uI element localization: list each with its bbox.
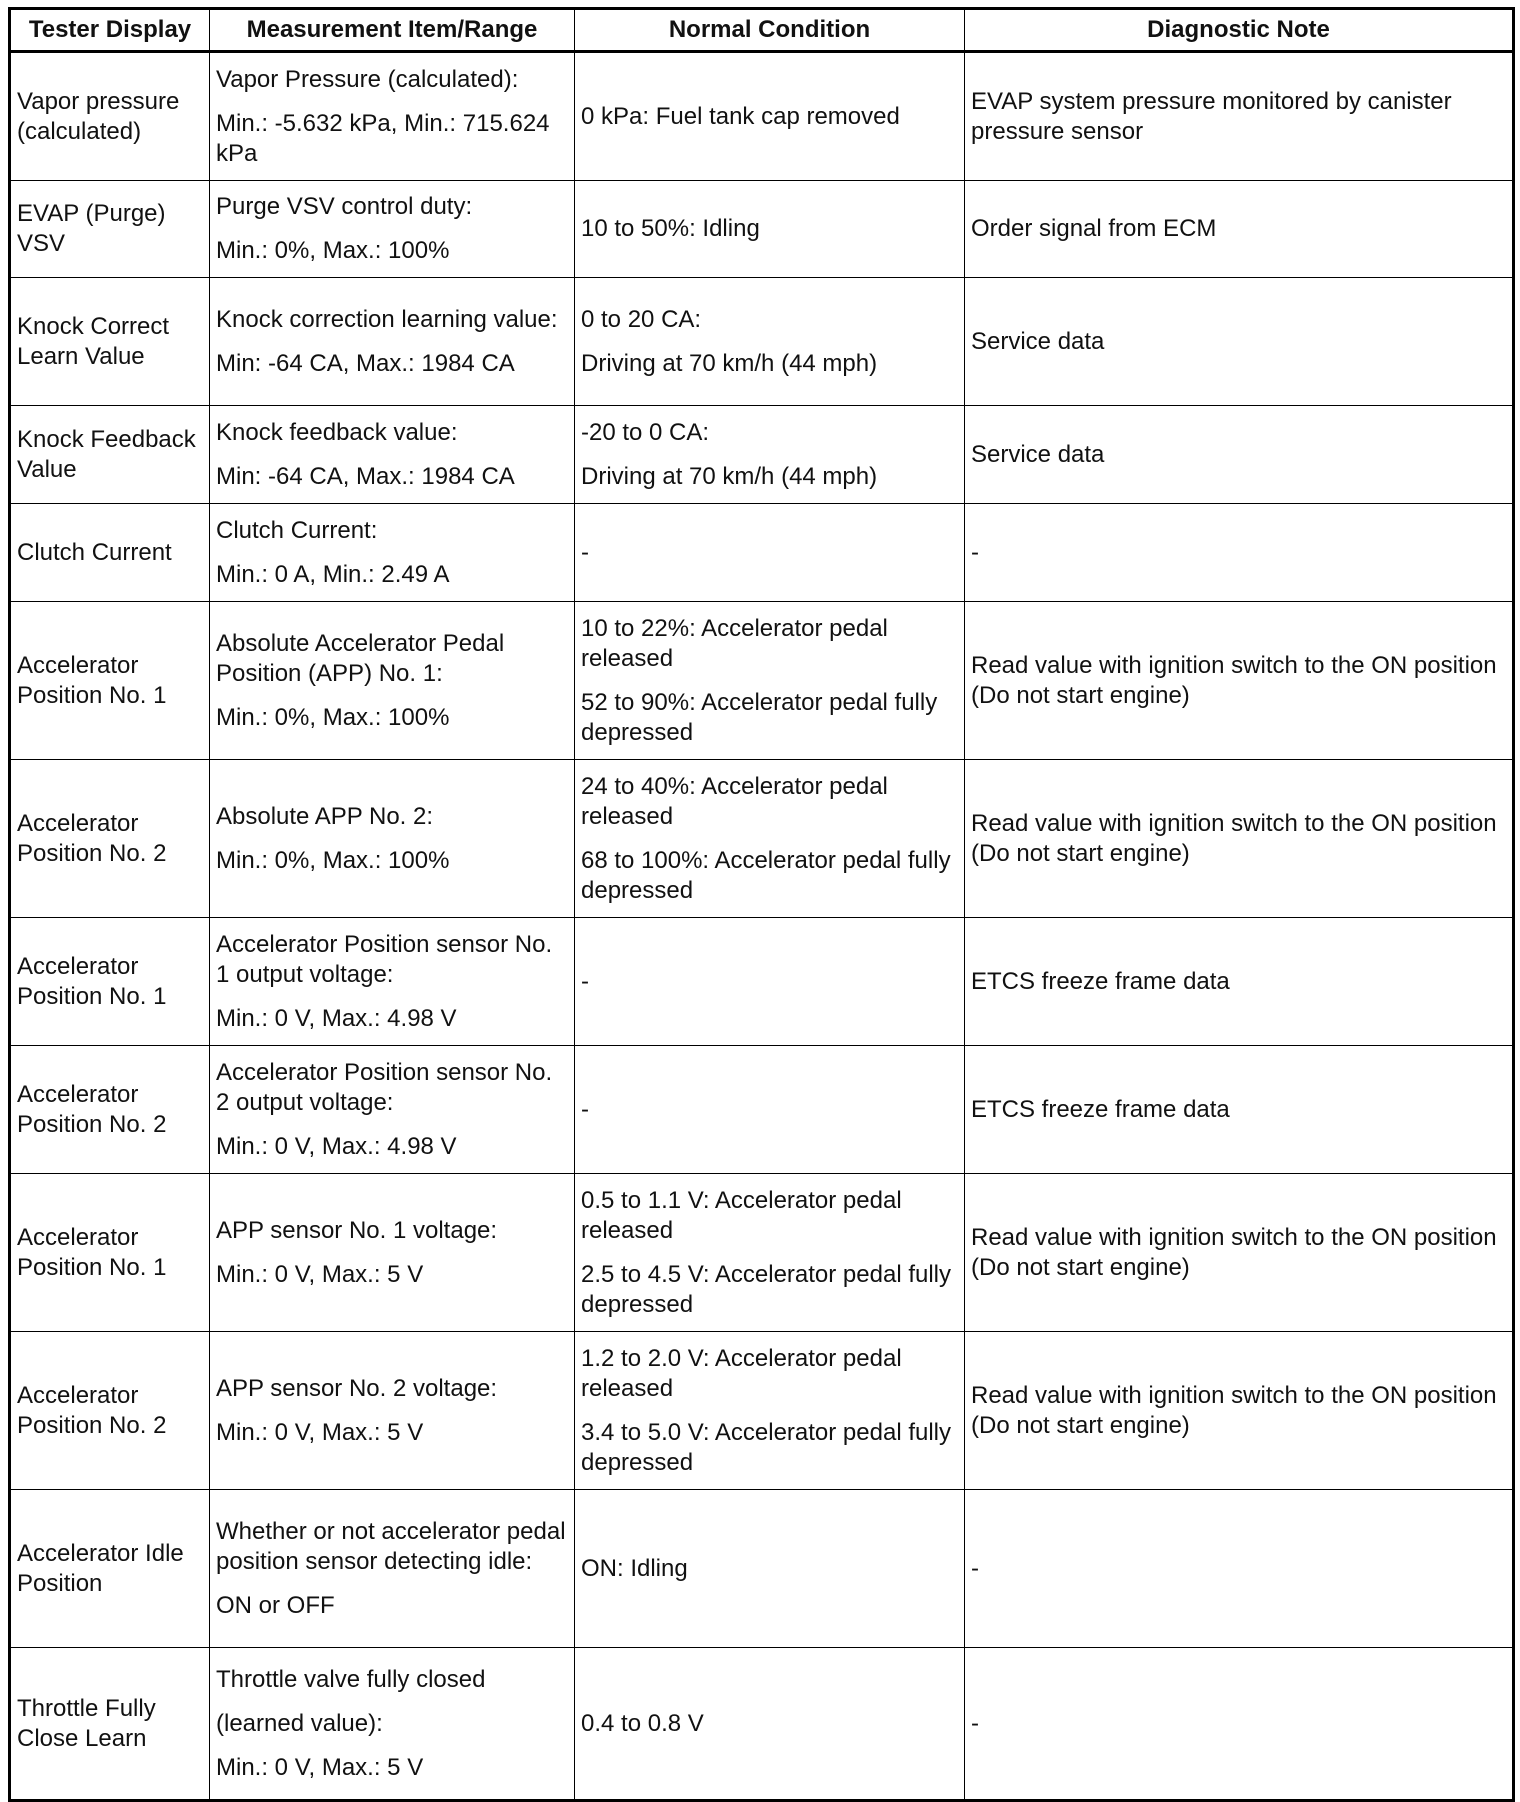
- diagnostic-note-cell-text: ETCS freeze frame data: [971, 967, 1230, 995]
- measurement-cell: [210, 918, 575, 1046]
- normal-condition-cell: [575, 760, 965, 918]
- tester-display-cell: [10, 1490, 210, 1648]
- measurement-cell: [210, 504, 575, 602]
- measurement-cell-text: Purge VSV control duty:: [216, 193, 473, 220]
- measurement-cell-text: Accelerator Position sensor No. 1 output voltage:: [216, 930, 553, 988]
- tester-display-cell-text: Knock Correct Learn Value: [17, 312, 170, 370]
- table-row: [10, 1046, 1514, 1174]
- table-row: [10, 278, 1514, 406]
- diagnostic-note-cell-text: Order signal from ECM: [971, 215, 1217, 242]
- normal-condition-cell-text: 2.5 to 4.5 V: Accelerator pedal fully depressed: [581, 1260, 951, 1318]
- normal-condition-cell: [575, 1332, 965, 1490]
- diagnostic-note-cell-text: -: [971, 1554, 979, 1582]
- measurement-cell: [210, 760, 575, 918]
- diagnostic-note-cell-text: Read value with ignition switch to the ON position (Do not start engine): [971, 1381, 1497, 1439]
- tester-display-cell: [10, 1648, 210, 1801]
- diagnostic-note-cell-text: EVAP system pressure monitored by canister pressure sensor: [971, 87, 1452, 145]
- diagnostic-note-cell-text: Read value with ignition switch to the ON position (Do not start engine): [971, 651, 1497, 709]
- measurement-cell: [210, 1648, 575, 1801]
- normal-condition-cell-text: 0.4 to 0.8 V: [581, 1709, 704, 1737]
- normal-condition-cell-text: ON: Idling: [581, 1554, 688, 1582]
- table-row: [10, 504, 1514, 602]
- normal-condition-cell-text: 0.5 to 1.1 V: Accelerator pedal released: [581, 1186, 902, 1244]
- measurement-cell-text: Vapor Pressure (calculated):: [216, 65, 519, 93]
- tester-display-cell-text: Vapor pressure (calculated): [17, 87, 180, 145]
- measurement-cell: [210, 406, 575, 504]
- measurement-cell: [210, 1046, 575, 1174]
- measurement-cell-text: Clutch Current:: [216, 516, 378, 544]
- normal-condition-cell-text: 10 to 50%: Idling: [581, 215, 760, 242]
- measurement-cell: [210, 1174, 575, 1332]
- diagnostic-note-cell: [965, 760, 1514, 918]
- measurement-cell: [210, 602, 575, 760]
- normal-condition-cell: [575, 278, 965, 406]
- tester-display-cell-text: Knock Feedback Value: [17, 425, 196, 483]
- tester-display-cell: [10, 1174, 210, 1332]
- measurement-cell-text: Min.: 0 V, Max.: 5 V: [216, 1260, 424, 1288]
- measurement-cell-text: Min.: 0%, Max.: 100%: [216, 237, 450, 264]
- diagnostic-note-cell: [965, 504, 1514, 602]
- normal-condition-cell-text: 52 to 90%: Accelerator pedal fully depressed: [581, 688, 938, 746]
- normal-condition-cell-text: Driving at 70 km/h (44 mph): [581, 462, 878, 490]
- header-measurement: Measurement Item/Range: [210, 9, 575, 52]
- diagnostic-note-cell-text: ETCS freeze frame data: [971, 1095, 1230, 1123]
- normal-condition-cell-text: 1.2 to 2.0 V: Accelerator pedal released: [581, 1344, 902, 1402]
- normal-condition-cell: [575, 1648, 965, 1801]
- tester-display-cell-text: Accelerator Position No. 1: [17, 1223, 167, 1281]
- tester-display-cell: [10, 602, 210, 760]
- measurement-cell-text: Min.: 0%, Max.: 100%: [216, 703, 450, 731]
- measurement-cell-text: APP sensor No. 1 voltage:: [216, 1216, 498, 1244]
- measurement-cell-text: Whether or not accelerator pedal position sensor detecting idle:: [216, 1517, 566, 1575]
- table-row: [10, 1490, 1514, 1648]
- tester-display-cell-text: Accelerator Position No. 2: [17, 809, 167, 867]
- measurement-cell-text: Absolute Accelerator Pedal Position (APP) No. 1:: [216, 629, 505, 687]
- measurement-cell-text: Min.: 0 V, Max.: 4.98 V: [216, 1132, 457, 1160]
- tester-display-cell-text: Accelerator Position No. 2: [17, 1381, 167, 1439]
- tester-display-cell: [10, 1046, 210, 1174]
- measurement-cell-text: Min: -64 CA, Max.: 1984 CA: [216, 349, 515, 377]
- diagnostic-note-cell: [965, 602, 1514, 760]
- table-row: [10, 1174, 1514, 1332]
- table-body: [10, 52, 1514, 1801]
- diagnostic-note-cell: [965, 1490, 1514, 1648]
- measurement-cell-text: Min.: 0 A, Min.: 2.49 A: [216, 560, 450, 588]
- tester-display-cell: [10, 1332, 210, 1490]
- normal-condition-cell-text: 3.4 to 5.0 V: Accelerator pedal fully depressed: [581, 1418, 951, 1476]
- tester-display-cell: [10, 278, 210, 406]
- diagnostic-note-cell-text: Read value with ignition switch to the ON position (Do not start engine): [971, 809, 1497, 867]
- normal-condition-cell-text: 0 to 20 CA:: [581, 305, 702, 333]
- data-table: [8, 7, 1515, 1802]
- normal-condition-cell-text: -: [581, 1095, 589, 1123]
- tester-display-cell-text: Clutch Current: [17, 538, 172, 566]
- measurement-cell: [210, 181, 575, 278]
- normal-condition-cell: [575, 1174, 965, 1332]
- tester-display-cell: [10, 504, 210, 602]
- measurement-cell-text: Min.: 0 V, Max.: 4.98 V: [216, 1004, 457, 1032]
- diagnostic-note-cell-text: Service data: [971, 327, 1105, 355]
- table-row: [10, 52, 1514, 181]
- measurement-cell: [210, 1332, 575, 1490]
- diagnostic-note-cell: [965, 406, 1514, 504]
- tester-display-cell-text: EVAP (Purge) VSV: [17, 200, 166, 257]
- normal-condition-cell: [575, 1046, 965, 1174]
- normal-condition-cell: [575, 918, 965, 1046]
- measurement-cell: [210, 52, 575, 181]
- measurement-cell-text: APP sensor No. 2 voltage:: [216, 1374, 498, 1402]
- diagnostic-note-cell: [965, 52, 1514, 181]
- header-row: [10, 9, 1514, 52]
- tester-display-cell-text: Throttle Fully Close Learn: [17, 1694, 156, 1752]
- normal-condition-cell-text: 10 to 22%: Accelerator pedal released: [581, 614, 888, 672]
- measurement-cell-text: Throttle valve fully closed: [216, 1665, 486, 1693]
- diagnostic-note-cell-text: Service data: [971, 440, 1105, 468]
- table-row: [10, 918, 1514, 1046]
- tester-display-cell-text: Accelerator Position No. 1: [17, 651, 167, 709]
- diagnostic-note-cell: [965, 181, 1514, 278]
- header-diagnostic-note: Diagnostic Note: [965, 9, 1514, 52]
- diagnostic-note-cell: [965, 1046, 1514, 1174]
- tester-display-cell: [10, 52, 210, 181]
- diagnostic-note-cell-text: -: [971, 1709, 979, 1737]
- measurement-cell-text: Min.: 0 V, Max.: 5 V: [216, 1418, 424, 1446]
- tester-display-cell: [10, 181, 210, 278]
- header-normal-condition: Normal Condition: [575, 9, 965, 52]
- normal-condition-cell-text: 24 to 40%: Accelerator pedal released: [581, 772, 888, 830]
- normal-condition-cell: [575, 52, 965, 181]
- diagnostic-note-cell-text: Read value with ignition switch to the ON position (Do not start engine): [971, 1223, 1497, 1281]
- normal-condition-cell-text: Driving at 70 km/h (44 mph): [581, 349, 878, 377]
- measurement-cell-text: Absolute APP No. 2:: [216, 802, 434, 830]
- table-row: [10, 1648, 1514, 1801]
- normal-condition-cell-text: 0 kPa: Fuel tank cap removed: [581, 102, 900, 130]
- normal-condition-cell: [575, 181, 965, 278]
- measurement-cell-text: Accelerator Position sensor No. 2 output voltage:: [216, 1058, 553, 1116]
- tester-display-cell: [10, 760, 210, 918]
- tester-display-cell-text: Accelerator Position No. 2: [17, 1080, 167, 1138]
- normal-condition-cell-text: 68 to 100%: Accelerator pedal fully depressed: [581, 846, 951, 904]
- normal-condition-cell: [575, 406, 965, 504]
- normal-condition-cell-text: -: [581, 538, 589, 566]
- measurement-cell-text: Min.: 0%, Max.: 100%: [216, 846, 450, 874]
- measurement-cell: [210, 278, 575, 406]
- table-row: [10, 602, 1514, 760]
- diagnostic-note-cell: [965, 1174, 1514, 1332]
- tester-display-cell-text: Accelerator Position No. 1: [17, 952, 167, 1010]
- diagnostic-note-cell: [965, 278, 1514, 406]
- diagnostic-note-cell-text: -: [971, 538, 979, 566]
- table-row: [10, 1332, 1514, 1490]
- normal-condition-cell: [575, 1490, 965, 1648]
- tester-display-cell: [10, 406, 210, 504]
- measurement-cell-text: Min.: 0 V, Max.: 5 V: [216, 1753, 424, 1781]
- measurement-cell: [210, 1490, 575, 1648]
- measurement-cell-text: Min.: -5.632 kPa, Min.: 715.624 kPa: [216, 109, 550, 167]
- measurement-cell-text: Knock feedback value:: [216, 418, 458, 446]
- table-row: [10, 406, 1514, 504]
- tester-display-cell-text: Accelerator Idle Position: [17, 1539, 184, 1597]
- diagnostic-note-cell: [965, 1332, 1514, 1490]
- normal-condition-cell: [575, 602, 965, 760]
- measurement-cell-text: Min: -64 CA, Max.: 1984 CA: [216, 462, 515, 490]
- diagnostic-note-cell: [965, 918, 1514, 1046]
- normal-condition-cell: [575, 504, 965, 602]
- table-row: [10, 760, 1514, 918]
- diagnostic-note-cell: [965, 1648, 1514, 1801]
- measurement-cell-text: (learned value):: [216, 1709, 383, 1737]
- measurement-cell-text: ON or OFF: [216, 1591, 335, 1619]
- normal-condition-cell-text: -: [581, 967, 589, 995]
- measurement-cell-text: Knock correction learning value:: [216, 305, 558, 333]
- header-tester-display: Tester Display: [10, 9, 210, 52]
- table-row: [10, 181, 1514, 278]
- tester-display-cell: [10, 918, 210, 1046]
- normal-condition-cell-text: -20 to 0 CA:: [581, 418, 710, 446]
